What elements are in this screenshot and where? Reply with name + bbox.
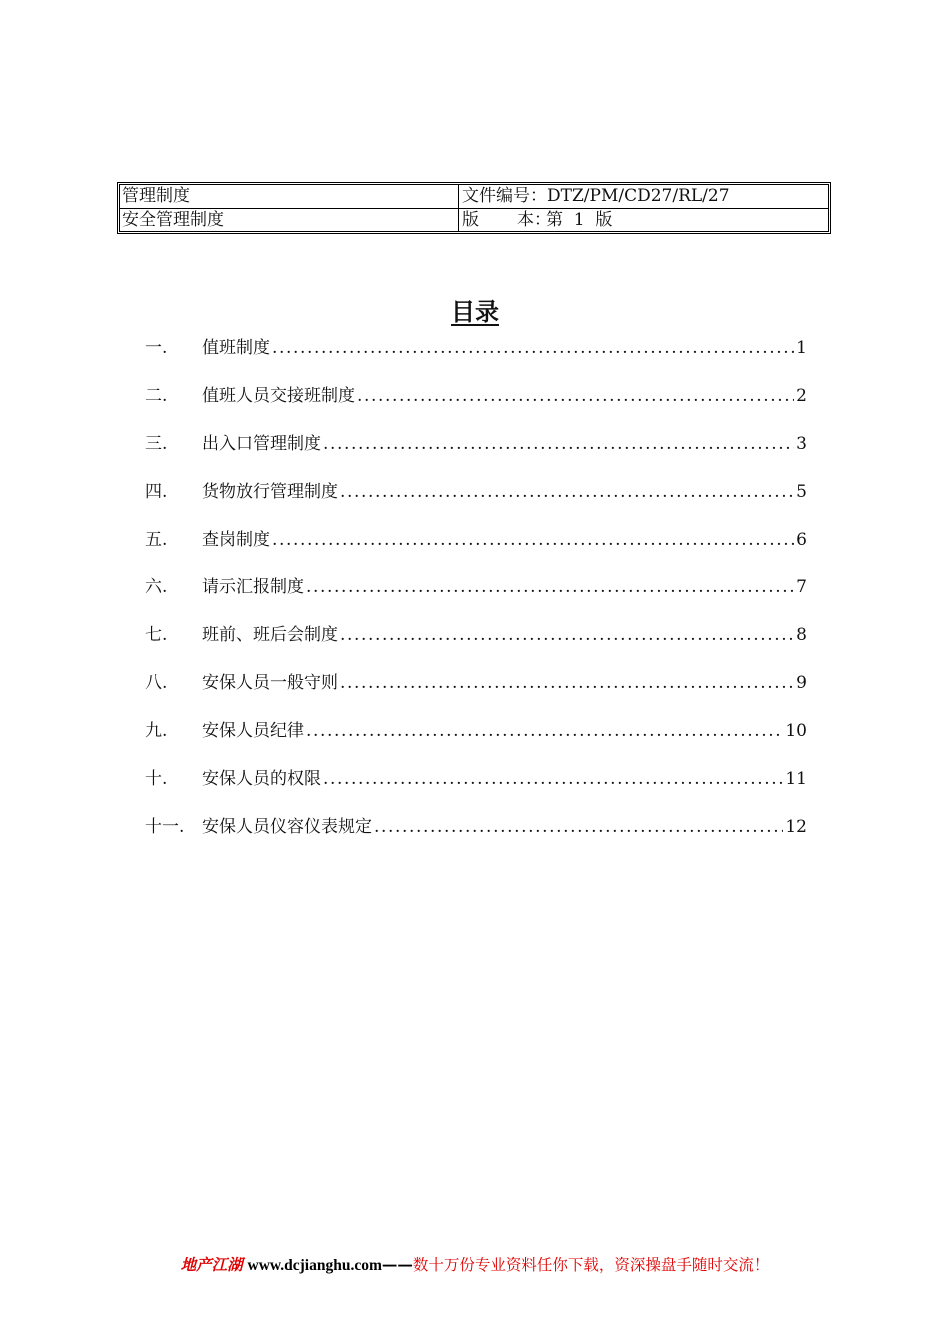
version-label-char2: 本：: [517, 210, 551, 230]
toc-entry-title: 查岗制度: [202, 529, 270, 550]
version-label: [462, 209, 551, 232]
toc-entry[interactable]: [145, 336, 807, 384]
toc-entry-line: [202, 480, 807, 504]
toc-entry-line: [202, 815, 807, 839]
toc-entry-line: [202, 575, 807, 599]
toc-entry-number: 八.: [145, 673, 168, 694]
toc-entry-page: 5: [796, 481, 807, 502]
document-number-cell: 文件编号：DTZ/PM/CD27/RL/27: [462, 186, 730, 206]
toc-entry-number: 九.: [145, 721, 168, 742]
footer-message: 数十万份专业资料任你下载，资深操盘手随时交流！: [412, 1256, 770, 1274]
toc-entry-number: 十.: [145, 769, 168, 790]
toc-entry-page: 9: [796, 673, 807, 694]
version-cell: [462, 209, 826, 232]
toc-dot-leader: [340, 671, 794, 695]
toc-entry-title: 值班制度: [202, 338, 270, 358]
toc-dot-leader: [272, 528, 794, 552]
toc-entry-number: 四.: [145, 481, 168, 502]
toc-dot-leader: [306, 575, 794, 599]
toc-entry-line: [202, 719, 807, 743]
toc-entry-number: 六.: [145, 577, 168, 598]
toc-entry-title: 请示汇报制度: [202, 577, 304, 598]
toc-title: 目录: [451, 298, 499, 326]
toc-entry-line: [202, 528, 807, 552]
toc-entry-page: 3: [796, 433, 807, 454]
toc-entry[interactable]: [145, 623, 807, 671]
toc-entry-title: 值班人员交接班制度: [202, 385, 355, 406]
toc-entry-line: [202, 767, 807, 791]
toc-entry[interactable]: [145, 575, 807, 623]
toc-entry-title: 班前、班后会制度: [202, 625, 338, 646]
toc-entry-title: 安保人员的权限: [202, 769, 321, 790]
toc-dot-leader: [323, 767, 783, 791]
toc-dot-leader: [323, 432, 794, 456]
toc-entry[interactable]: [145, 671, 807, 719]
footer-dash: ——: [381, 1255, 413, 1274]
toc-entry[interactable]: [145, 528, 807, 576]
version-label-char1: 版: [462, 210, 479, 230]
toc-entry-line: [202, 623, 807, 647]
toc-entry[interactable]: [145, 719, 807, 767]
toc-entry-line: [202, 384, 807, 408]
toc-entry-line: [202, 432, 807, 456]
toc-dot-leader: [306, 719, 783, 743]
footer-brand: 地产江湖: [180, 1255, 243, 1274]
toc-entry-title: 出入口管理制度: [202, 433, 321, 454]
toc-dot-leader: [272, 336, 794, 360]
toc-entry-page: 7: [796, 577, 807, 598]
header-row-1: [120, 185, 828, 209]
toc-dot-leader: [340, 480, 794, 504]
toc-entry-page: 2: [796, 385, 807, 406]
document-header-table: [117, 182, 831, 234]
toc-entry[interactable]: [145, 815, 807, 863]
toc-entry-title: 安保人员纪律: [202, 721, 304, 742]
document-title-cell: 安全管理制度: [122, 209, 459, 232]
toc-entry-number: 三.: [145, 433, 168, 454]
toc-entry[interactable]: [145, 432, 807, 480]
toc-dot-leader: [340, 623, 794, 647]
toc-entry-page: 10: [785, 721, 807, 742]
footer-link[interactable]: www.dcjianghu.com: [247, 1257, 382, 1274]
version-value: 第 1 版: [546, 210, 613, 230]
toc-entry[interactable]: [145, 767, 807, 815]
header-row-2: [120, 209, 828, 232]
toc-entry-page: 6: [796, 529, 807, 550]
toc-entry[interactable]: [145, 384, 807, 432]
toc-entry-number: 七.: [145, 625, 168, 646]
toc-dot-leader: [357, 384, 794, 408]
toc-entry-title: 货物放行管理制度: [202, 481, 338, 502]
table-of-contents: [145, 336, 807, 863]
toc-entry-page: 12: [785, 816, 807, 837]
category-cell: 管理制度: [122, 185, 459, 208]
toc-entry-title: 安保人员仪容仪表规定: [202, 816, 372, 837]
toc-dot-leader: [374, 815, 783, 839]
toc-entry-line: [202, 671, 807, 695]
toc-entry-line: [202, 336, 807, 360]
toc-entry-number: 二.: [145, 385, 168, 406]
toc-entry-page: 11: [785, 769, 807, 790]
toc-entry-number: 十一.: [145, 816, 185, 837]
toc-entry-number: 五.: [145, 529, 168, 550]
footer-banner: [0, 1255, 950, 1276]
toc-entry[interactable]: [145, 480, 807, 528]
toc-entry-page: 8: [796, 625, 807, 646]
toc-entry-page: 1: [796, 338, 807, 358]
toc-entry-number: 一.: [145, 338, 168, 358]
toc-entry-title: 安保人员一般守则: [202, 673, 338, 694]
